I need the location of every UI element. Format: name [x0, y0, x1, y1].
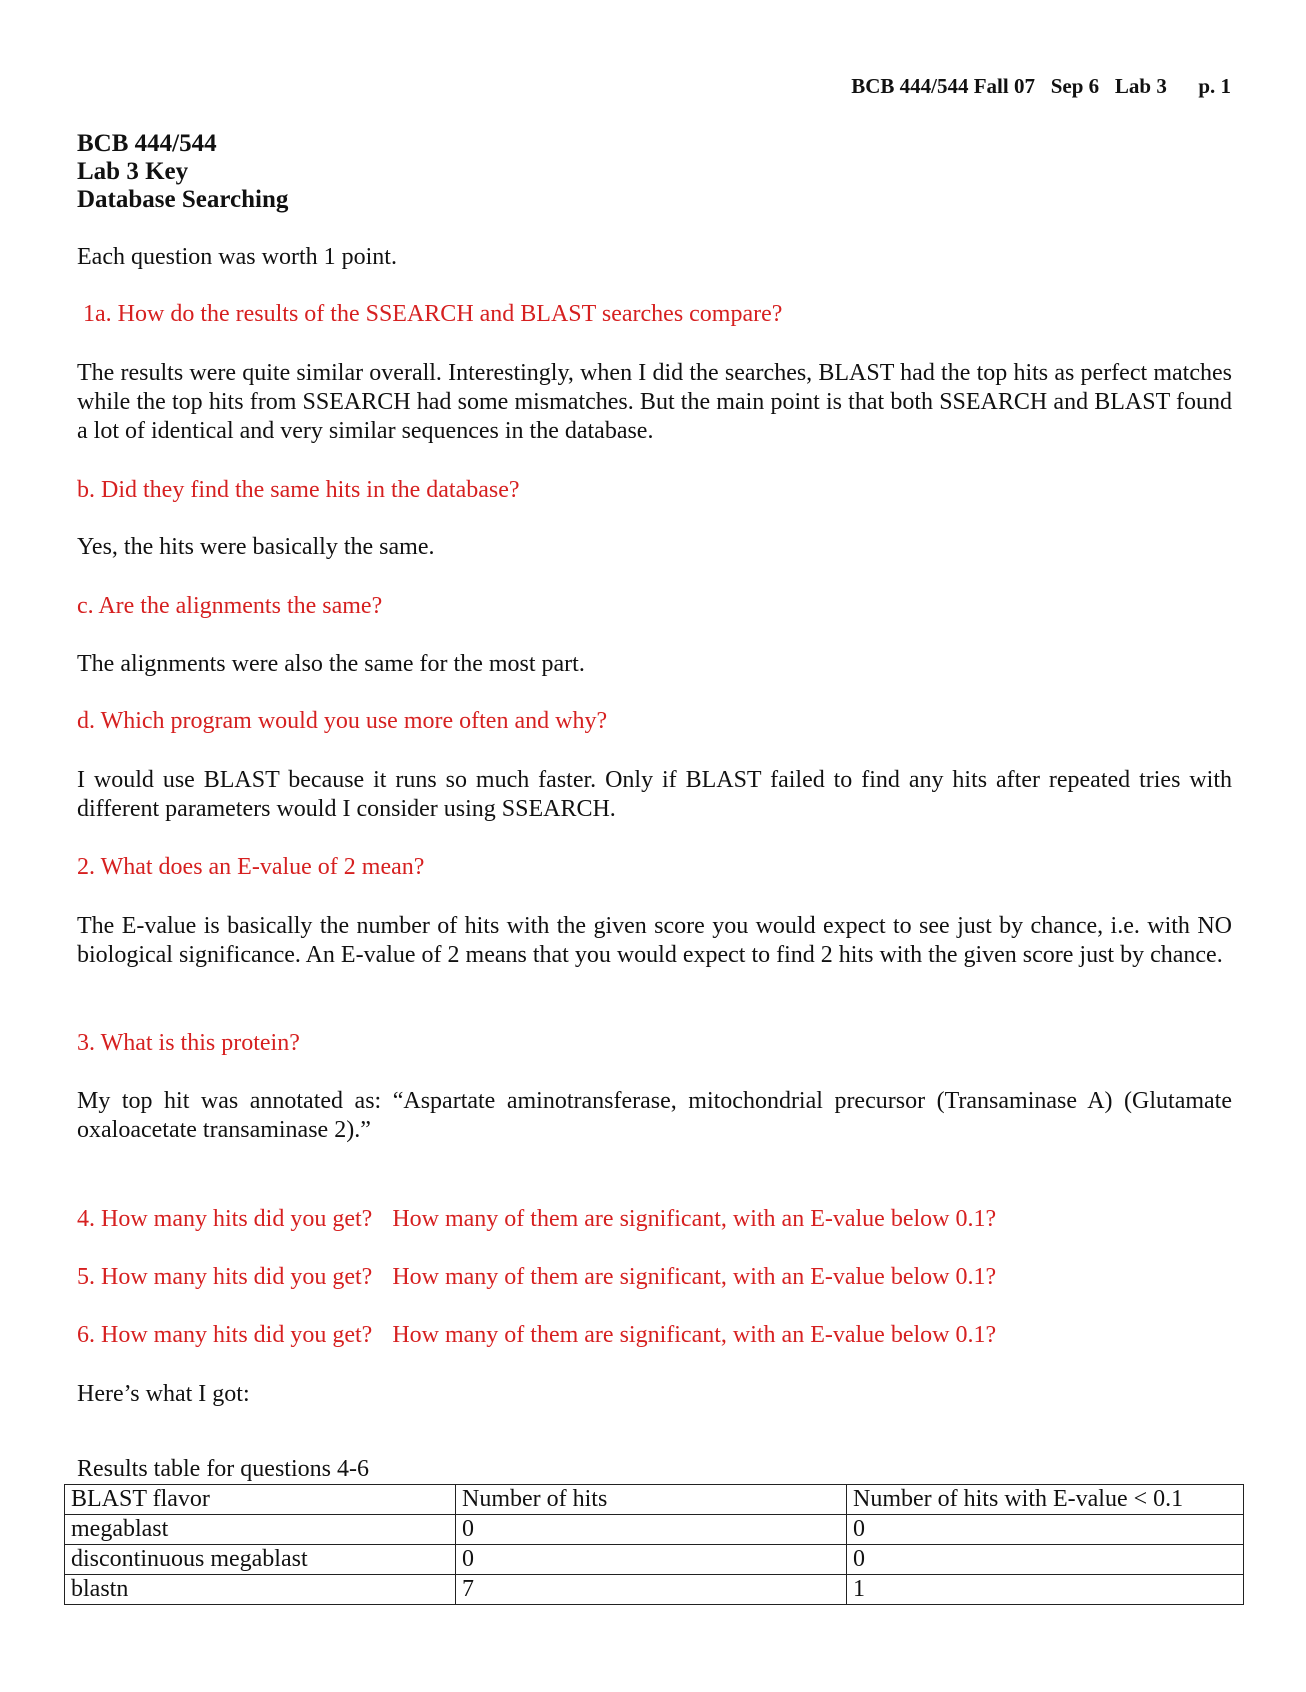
question-1d: d. Which program would you use more often and why?: [77, 708, 608, 734]
results-intro: Here’s what I got:: [77, 1381, 250, 1407]
header-number-of-hits: Number of hits: [456, 1485, 847, 1515]
results-table: [64, 1484, 1244, 1605]
table-cell: blastn: [65, 1575, 456, 1605]
question-5: [77, 1263, 996, 1292]
question-1a: 1a. How do the results of the SSEARCH and BLAST searches compare?: [83, 301, 783, 327]
table-caption: Results table for questions 4-6: [77, 1456, 369, 1482]
table-cell: megablast: [65, 1515, 456, 1545]
topic-title: Database Searching: [77, 186, 289, 213]
intro-text: Each question was worth 1 point.: [77, 244, 397, 270]
question-4: [77, 1205, 996, 1234]
table-cell: 0: [847, 1545, 1244, 1575]
course-title: BCB 444/544: [77, 130, 217, 157]
table-row: [65, 1515, 1244, 1545]
table-cell: 1: [847, 1575, 1244, 1605]
table-row: [65, 1575, 1244, 1605]
answer-1c: The alignments were also the same for the most part.: [77, 651, 585, 677]
header-significant-hits: Number of hits with E-value < 0.1: [847, 1485, 1244, 1515]
table-cell: discontinuous megablast: [65, 1545, 456, 1575]
table-header-row: [65, 1485, 1244, 1515]
table-row: [65, 1545, 1244, 1575]
answer-3: My top hit was annotated as: “Aspartate aminotransferase, mitochondrial precursor (Transaminase A) (Glutamate oxaloacetate transaminase 2).”: [77, 1088, 1232, 1143]
question-5-part2: How many of them are significant, with an E-value below 0.1?: [392, 1264, 997, 1290]
answer-1b: Yes, the hits were basically the same.: [77, 534, 435, 560]
question-4-part2: How many of them are significant, with an E-value below 0.1?: [392, 1206, 997, 1232]
question-4-part1: 4. How many hits did you get?: [77, 1206, 373, 1232]
question-3: 3. What is this protein?: [77, 1030, 300, 1056]
table-cell: 7: [456, 1575, 847, 1605]
question-6: [77, 1321, 996, 1350]
table-cell: 0: [456, 1515, 847, 1545]
question-2: 2. What does an E-value of 2 mean?: [77, 854, 425, 880]
page-header: BCB 444/544 Fall 07 Sep 6 Lab 3 p. 1: [851, 74, 1231, 98]
table-cell: 0: [847, 1515, 1244, 1545]
question-1b: b. Did they find the same hits in the database?: [77, 477, 520, 503]
question-6-part1: 6. How many hits did you get?: [77, 1322, 373, 1348]
question-6-part2: How many of them are significant, with an E-value below 0.1?: [392, 1322, 997, 1348]
question-5-part1: 5. How many hits did you get?: [77, 1264, 373, 1290]
header-blast-flavor: BLAST flavor: [65, 1485, 456, 1515]
lab-title: Lab 3 Key: [77, 158, 189, 185]
answer-1d: I would use BLAST because it runs so much faster. Only if BLAST failed to find any hits after repeated tries with different parameters would I consider using SSEARCH.: [77, 767, 1232, 822]
table-cell: 0: [456, 1545, 847, 1575]
answer-2: The E-value is basically the number of hits with the given score you would expect to see just by chance, i.e. with NO biological significance. An E-value of 2 means that you would expect to find 2 hits with the given score just by chance.: [77, 913, 1232, 968]
question-1c: c. Are the alignments the same?: [77, 593, 383, 619]
answer-1a: The results were quite similar overall. Interestingly, when I did the searches, BLAST had the top hits as perfect matches while the top hits from SSEARCH had some mismatches. But the main point is that both SSEARCH and BLAST found a lot of identical and very similar sequences in the database.: [77, 360, 1232, 444]
